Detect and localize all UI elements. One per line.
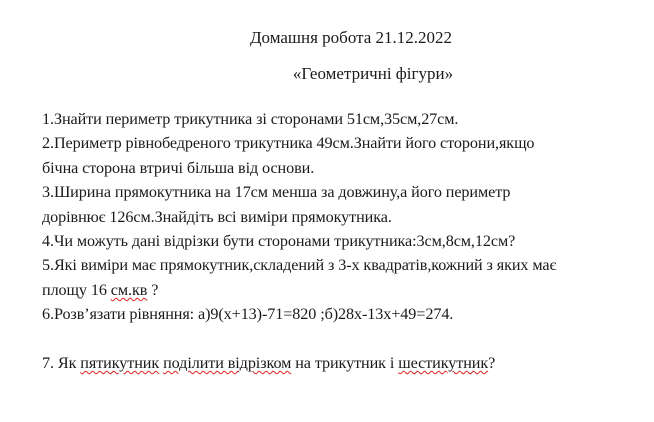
task-5-text-c: ? (147, 280, 159, 299)
task-7-text-e: на трикутник і (291, 354, 399, 373)
task-list (42, 107, 642, 376)
task-7-text-a: 7. Як (42, 354, 81, 373)
task-2-line-1: 2.Периметр рівнобедреного трикутника 49см.Знайти його сторони,якщо (42, 134, 535, 153)
task-5-text-a: площу 16 (42, 280, 111, 299)
task-5-line-2 (42, 278, 642, 302)
spellcheck-underlined-word: пятикутник (80, 354, 160, 373)
task-7-text-g: ? (488, 354, 496, 373)
task-3-line-1: 3.Ширина прямокутника на 17см менша за довжину,а його периметр (42, 183, 511, 202)
spellcheck-underlined-phrase: поділити відрізком (163, 354, 292, 373)
spellcheck-underlined-word: см.кв (110, 280, 148, 299)
task-5-line-1-text: 5.Які виміри має прямокутник,складений з 3-х квадратів,кожний з яких має (42, 256, 557, 275)
task-3-line-2: дорівнює 126см.Знайдіть всі виміри прямокутника. (42, 207, 392, 226)
document-subtitle: «Геометричні фігури» (292, 64, 454, 83)
task-6: 6.Розв’язати рівняння: а)9(х+13)-71=820 ;б)28х-13х+49=274. (42, 305, 454, 324)
task-7 (42, 351, 642, 375)
task-1: 1.Знайти периметр трикутника зі сторонами 51см,35см,27см. (42, 110, 459, 128)
task-4: 4.Чи можуть дані відрізки бути сторонами трикутника:3см,8см,12см? (42, 232, 516, 251)
spellcheck-underlined-word: шестикутник (398, 354, 489, 373)
task-2-line-2: бічна сторона втричі більша від основи. (42, 158, 315, 177)
task-5-line-1 (42, 253, 642, 277)
document-title: Домашня робота 21.12.2022 (249, 28, 453, 47)
